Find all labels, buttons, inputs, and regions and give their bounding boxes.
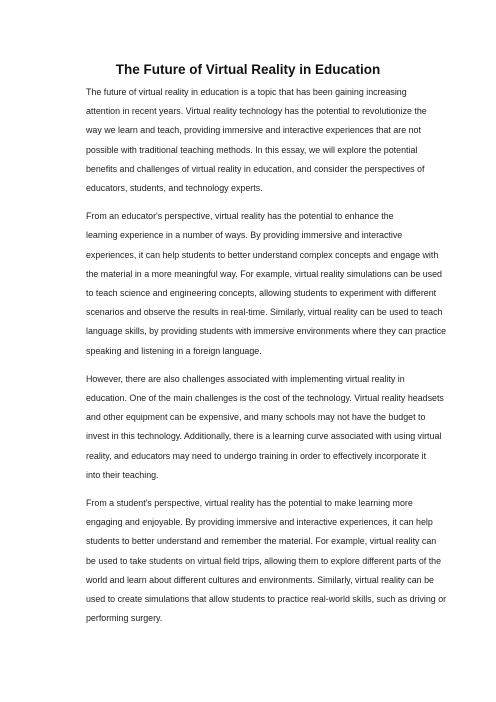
paragraph-line: to teach science and engineering concepts, allowing students to experiment with different [86,288,437,299]
paragraph-line: language skills, by providing students with immersive environments where they can practice [86,326,447,337]
paragraph-line: the material in a more meaningful way. For example, virtual reality simulations can be used [86,268,442,279]
paragraph-line: learning experience in a number of ways. By providing immersive and interactive [86,230,403,241]
paragraph-line: into their teaching. [86,469,159,480]
paragraph-line: From a student's perspective, virtual reality has the potential to make learning more [86,498,413,509]
paragraph-student-perspective [60,494,464,628]
paragraph-line: used to create simulations that allow students to practice real-world skills, such as driving or [86,594,447,605]
paragraph-challenges [60,370,464,485]
paragraph-line: education. One of the main challenges is the cost of the technology. Virtual reality headsets [86,393,444,404]
paragraph-line: reality, and educators may need to undergo training in order to effectively incorporate it [86,450,427,461]
paragraph-line: experiences, it can help students to better understand complex concepts and engage with [86,249,439,260]
paragraph-line: scenarios and observe the results in real-time. Similarly, virtual reality can be used to teach [86,307,443,318]
paragraph-line: performing surgery. [86,613,163,624]
paragraph-line: educators, students, and technology experts. [86,183,263,194]
paragraph-line: and other equipment can be expensive, and many schools may not have the budget to [86,412,426,423]
paragraph-line: way we learn and teach, providing immersive and interactive experiences that are not [86,125,421,136]
paragraph-line: be used to take students on virtual field trips, allowing them to explore different parts of the [86,555,442,566]
paragraph-line: From an educator's perspective, virtual reality has the potential to enhance the [86,211,394,222]
document-title: The Future of Virtual Reality in Education [115,62,381,77]
paragraph-line: attention in recent years. Virtual reality technology has the potential to revolutionize the [86,106,427,117]
paragraph-line: speaking and listening in a foreign language. [86,345,262,356]
paragraph-line: benefits and challenges of virtual reality in education, and consider the perspectives of [86,163,425,174]
paragraph-intro [60,83,464,198]
paragraph-educator-perspective [60,207,464,361]
paragraph-line: engaging and enjoyable. By providing immersive and interactive experiences, it can help [86,517,433,528]
paragraph-line: However, there are also challenges associated with implementing virtual reality in [86,373,405,384]
document-body [60,83,464,637]
paragraph-line: world and learn about different cultures and environments. Similarly, virtual reality can be [86,574,434,585]
paragraph-line: invest in this technology. Additionally, there is a learning curve associated with using virtual [86,431,442,442]
paragraph-line: students to better understand and remember the material. For example, virtual reality can [86,536,437,547]
paragraph-line: possible with traditional teaching methods. In this essay, we will explore the potential [86,144,418,155]
paragraph-line: The future of virtual reality in education is a topic that has been gaining increasing [86,87,407,97]
